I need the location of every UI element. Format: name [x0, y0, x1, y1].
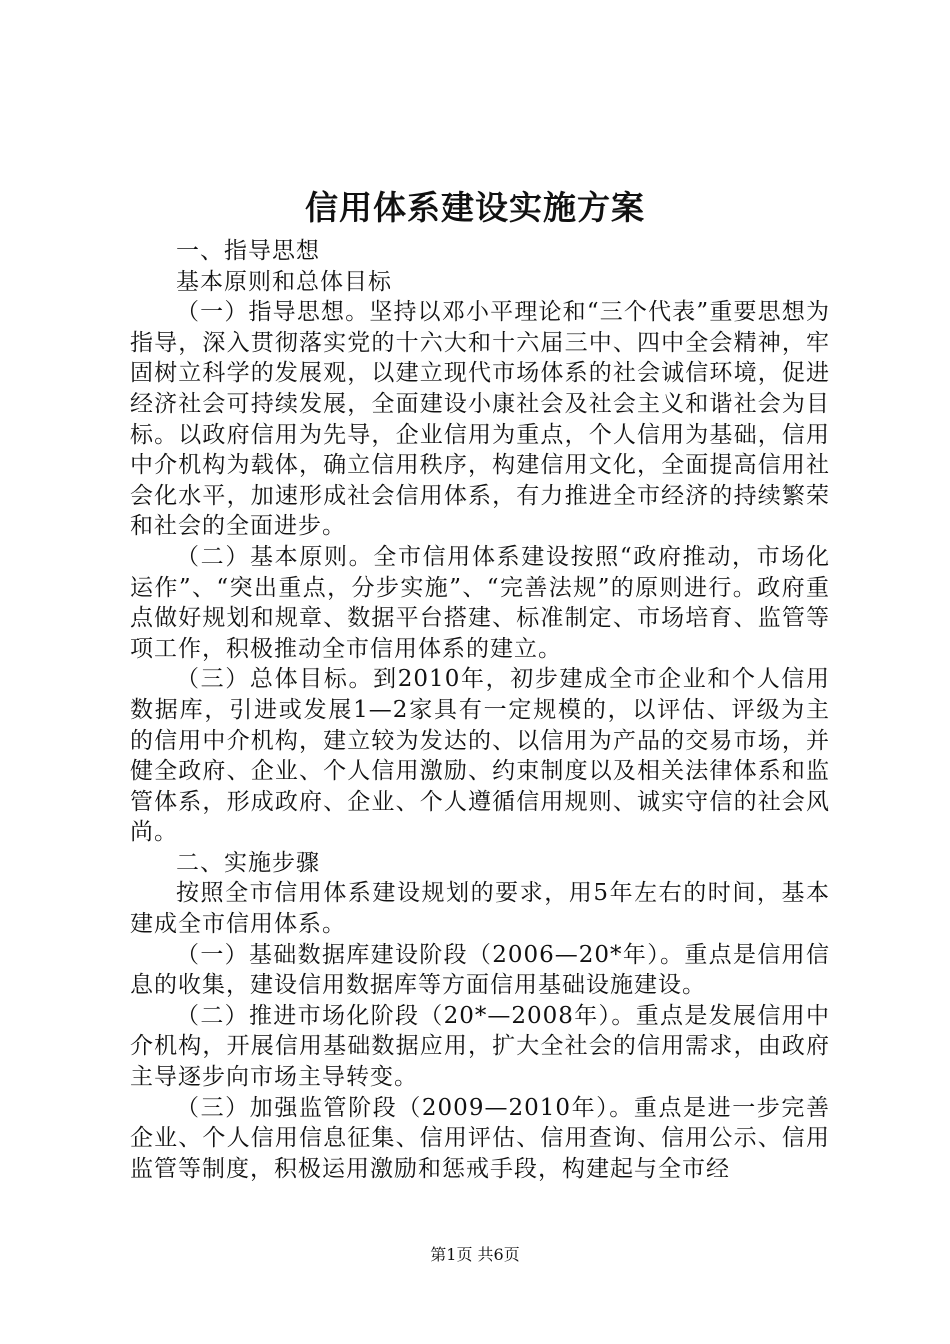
- document-title: 信用体系建设实施方案: [305, 188, 645, 227]
- paragraph: （一）基础数据库建设阶段（2006—20*年）。重点是信用信息的收集，建设信用数据库等方面信用基础设施建设。: [130, 941, 830, 999]
- section-heading: 二、实施步骤: [176, 849, 320, 876]
- paragraph: （二）基本原则。全市信用体系建设按照“政府推动，市场化运作”、“突出重点，分步实施”、“完善法规”的原则进行。政府重点做好规划和规章、数据平台搭建、标准制定、市场培育、监管等项工作，积极推动全市信用体系的建立。: [130, 543, 830, 662]
- page-footer: 第1页 共6页: [430, 1245, 520, 1264]
- section-heading: 一、指导思想: [176, 238, 320, 264]
- section-heading: 基本原则和总体目标: [176, 268, 392, 295]
- document-body: [130, 236, 830, 1184]
- paragraph: （一）指导思想。坚持以邓小平理论和“三个代表”重要思想为指导，深入贯彻落实党的十六大和十六届三中、四中全会精神，牢固树立科学的发展观，以建立现代市场体系的社会诚信环境，促进经济社会可持续发展，全面建设小康社会及社会主义和谐社会为目标。以政府信用为先导，企业信用为重点，个人信用为基础，信用中介机构为载体，确立信用秩序，构建信用文化，全面提高信用社会化水平，加速形成社会信用体系，有力推进全市经济的持续繁荣和社会的全面进步。: [130, 299, 830, 540]
- paragraph: （二）推进市场化阶段（20*—2008年）。重点是发展信用中介机构，开展信用基础数据应用，扩大全社会的信用需求，由政府主导逐步向市场主导转变。: [130, 1002, 830, 1091]
- paragraph: 按照全市信用体系建设规划的要求，用5年左右的时间，基本建成全市信用体系。: [130, 880, 830, 938]
- paragraph: （三）总体目标。到2010年，初步建成全市企业和个人信用数据库，引进或发展1—2家具有一定规模的，以评估、评级为主的信用中介机构，建立较为发达的、以信用为产品的交易市场，并健全政府、企业、个人信用激励、约束制度以及相关法律体系和监管体系，形成政府、企业、个人遵循信用规则、诚实守信的社会风尚。: [130, 666, 830, 846]
- paragraph: （三）加强监管阶段（2009—2010年）。重点是进一步完善企业、个人信用信息征集、信用评估、信用查询、信用公示、信用监管等制度，积极运用激励和惩戒手段，构建起与全市经: [130, 1094, 830, 1182]
